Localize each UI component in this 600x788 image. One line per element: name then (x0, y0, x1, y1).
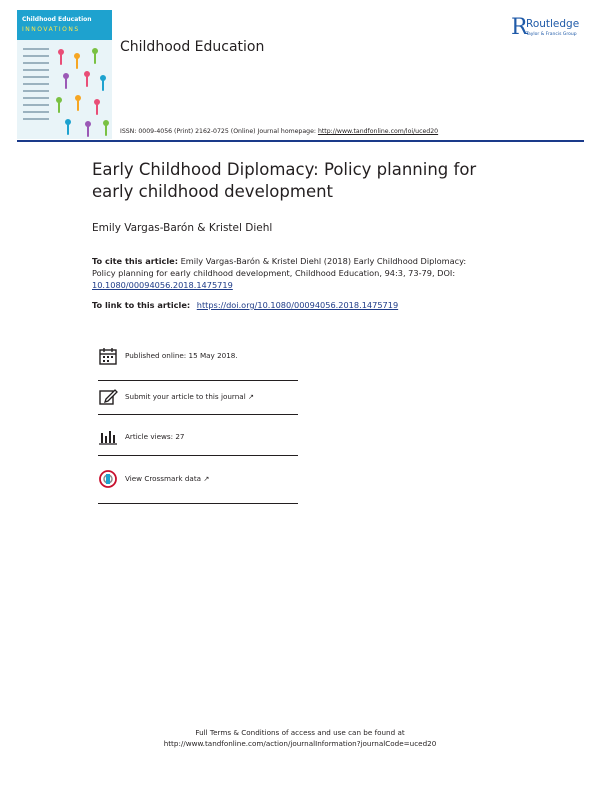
footer (0, 727, 600, 749)
info-divider (98, 503, 298, 504)
footer-terms-url[interactable]: http://www.tandfonline.com/action/journalInformation?journalCode=uced20 (163, 739, 437, 748)
citation-doi-link[interactable]: 10.1080/00094056.2018.1475719 (92, 280, 233, 290)
issn-text: ISSN: 0009-4056 (Print) 2162-0725 (Online) Journal homepage: (120, 128, 316, 135)
submit-article-text (125, 392, 254, 401)
bar-chart-icon (98, 427, 118, 447)
cover-children-illustration (51, 44, 112, 139)
journal-homepage-link[interactable]: http://www.tandfonline.com/loi/uced20 (317, 128, 439, 135)
published-online-text: Published online: 15 May 2018. (125, 351, 238, 360)
cover-text-lines (23, 48, 49, 125)
cover-subtitle: INNOVATIONS (22, 26, 80, 33)
crossmark-row[interactable] (98, 469, 298, 489)
link-label: To link to this article: (92, 300, 191, 310)
crossmark-label: View Crossmark data (125, 474, 202, 483)
journal-cover-image[interactable] (17, 10, 112, 139)
submit-article-row[interactable] (98, 387, 298, 407)
submit-article-label: Submit your article to this journal (125, 392, 246, 401)
citation-text: Emily Vargas-Barón & Kristel Diehl (2018) Early Childhood Diplomacy: Policy planning for early childhood development, Childhood Education, 94:3, 73-79, DOI: (92, 256, 467, 278)
article-authors: Emily Vargas-Barón & Kristel Diehl (92, 222, 273, 234)
info-divider (98, 414, 298, 415)
article-doi-url-link[interactable]: https://doi.org/10.1080/00094056.2018.1475719 (196, 300, 399, 310)
publisher-logo[interactable] (511, 17, 591, 47)
cover-band (17, 10, 112, 40)
external-link-icon: ↗ (248, 392, 255, 401)
citation-label: To cite this article: (92, 256, 178, 266)
crossmark-icon (98, 469, 118, 489)
link-to-article-row (92, 300, 398, 310)
calendar-icon (98, 346, 118, 366)
published-online-row (98, 346, 298, 366)
edit-icon (98, 387, 118, 407)
info-divider (98, 380, 298, 381)
external-link-icon: ↗ (203, 474, 210, 483)
article-views-text: Article views: 27 (125, 432, 185, 441)
publisher-name: Routledge (526, 18, 580, 30)
info-divider (98, 455, 298, 456)
crossmark-text (125, 474, 209, 483)
journal-title: Childhood Education (120, 39, 265, 55)
article-views-row[interactable] (98, 427, 298, 447)
issn-line (120, 128, 438, 135)
routledge-r-icon: R (511, 15, 528, 40)
article-title: Early Childhood Diplomacy: Policy planning for early childhood development (92, 160, 477, 201)
citation-block (92, 255, 492, 291)
header-divider (17, 140, 584, 142)
publisher-tagline: Taylor & Francis Group (526, 32, 577, 37)
footer-terms-text: Full Terms & Conditions of access and use can be found at (195, 728, 405, 737)
cover-journal-name: Childhood Education (22, 16, 92, 23)
